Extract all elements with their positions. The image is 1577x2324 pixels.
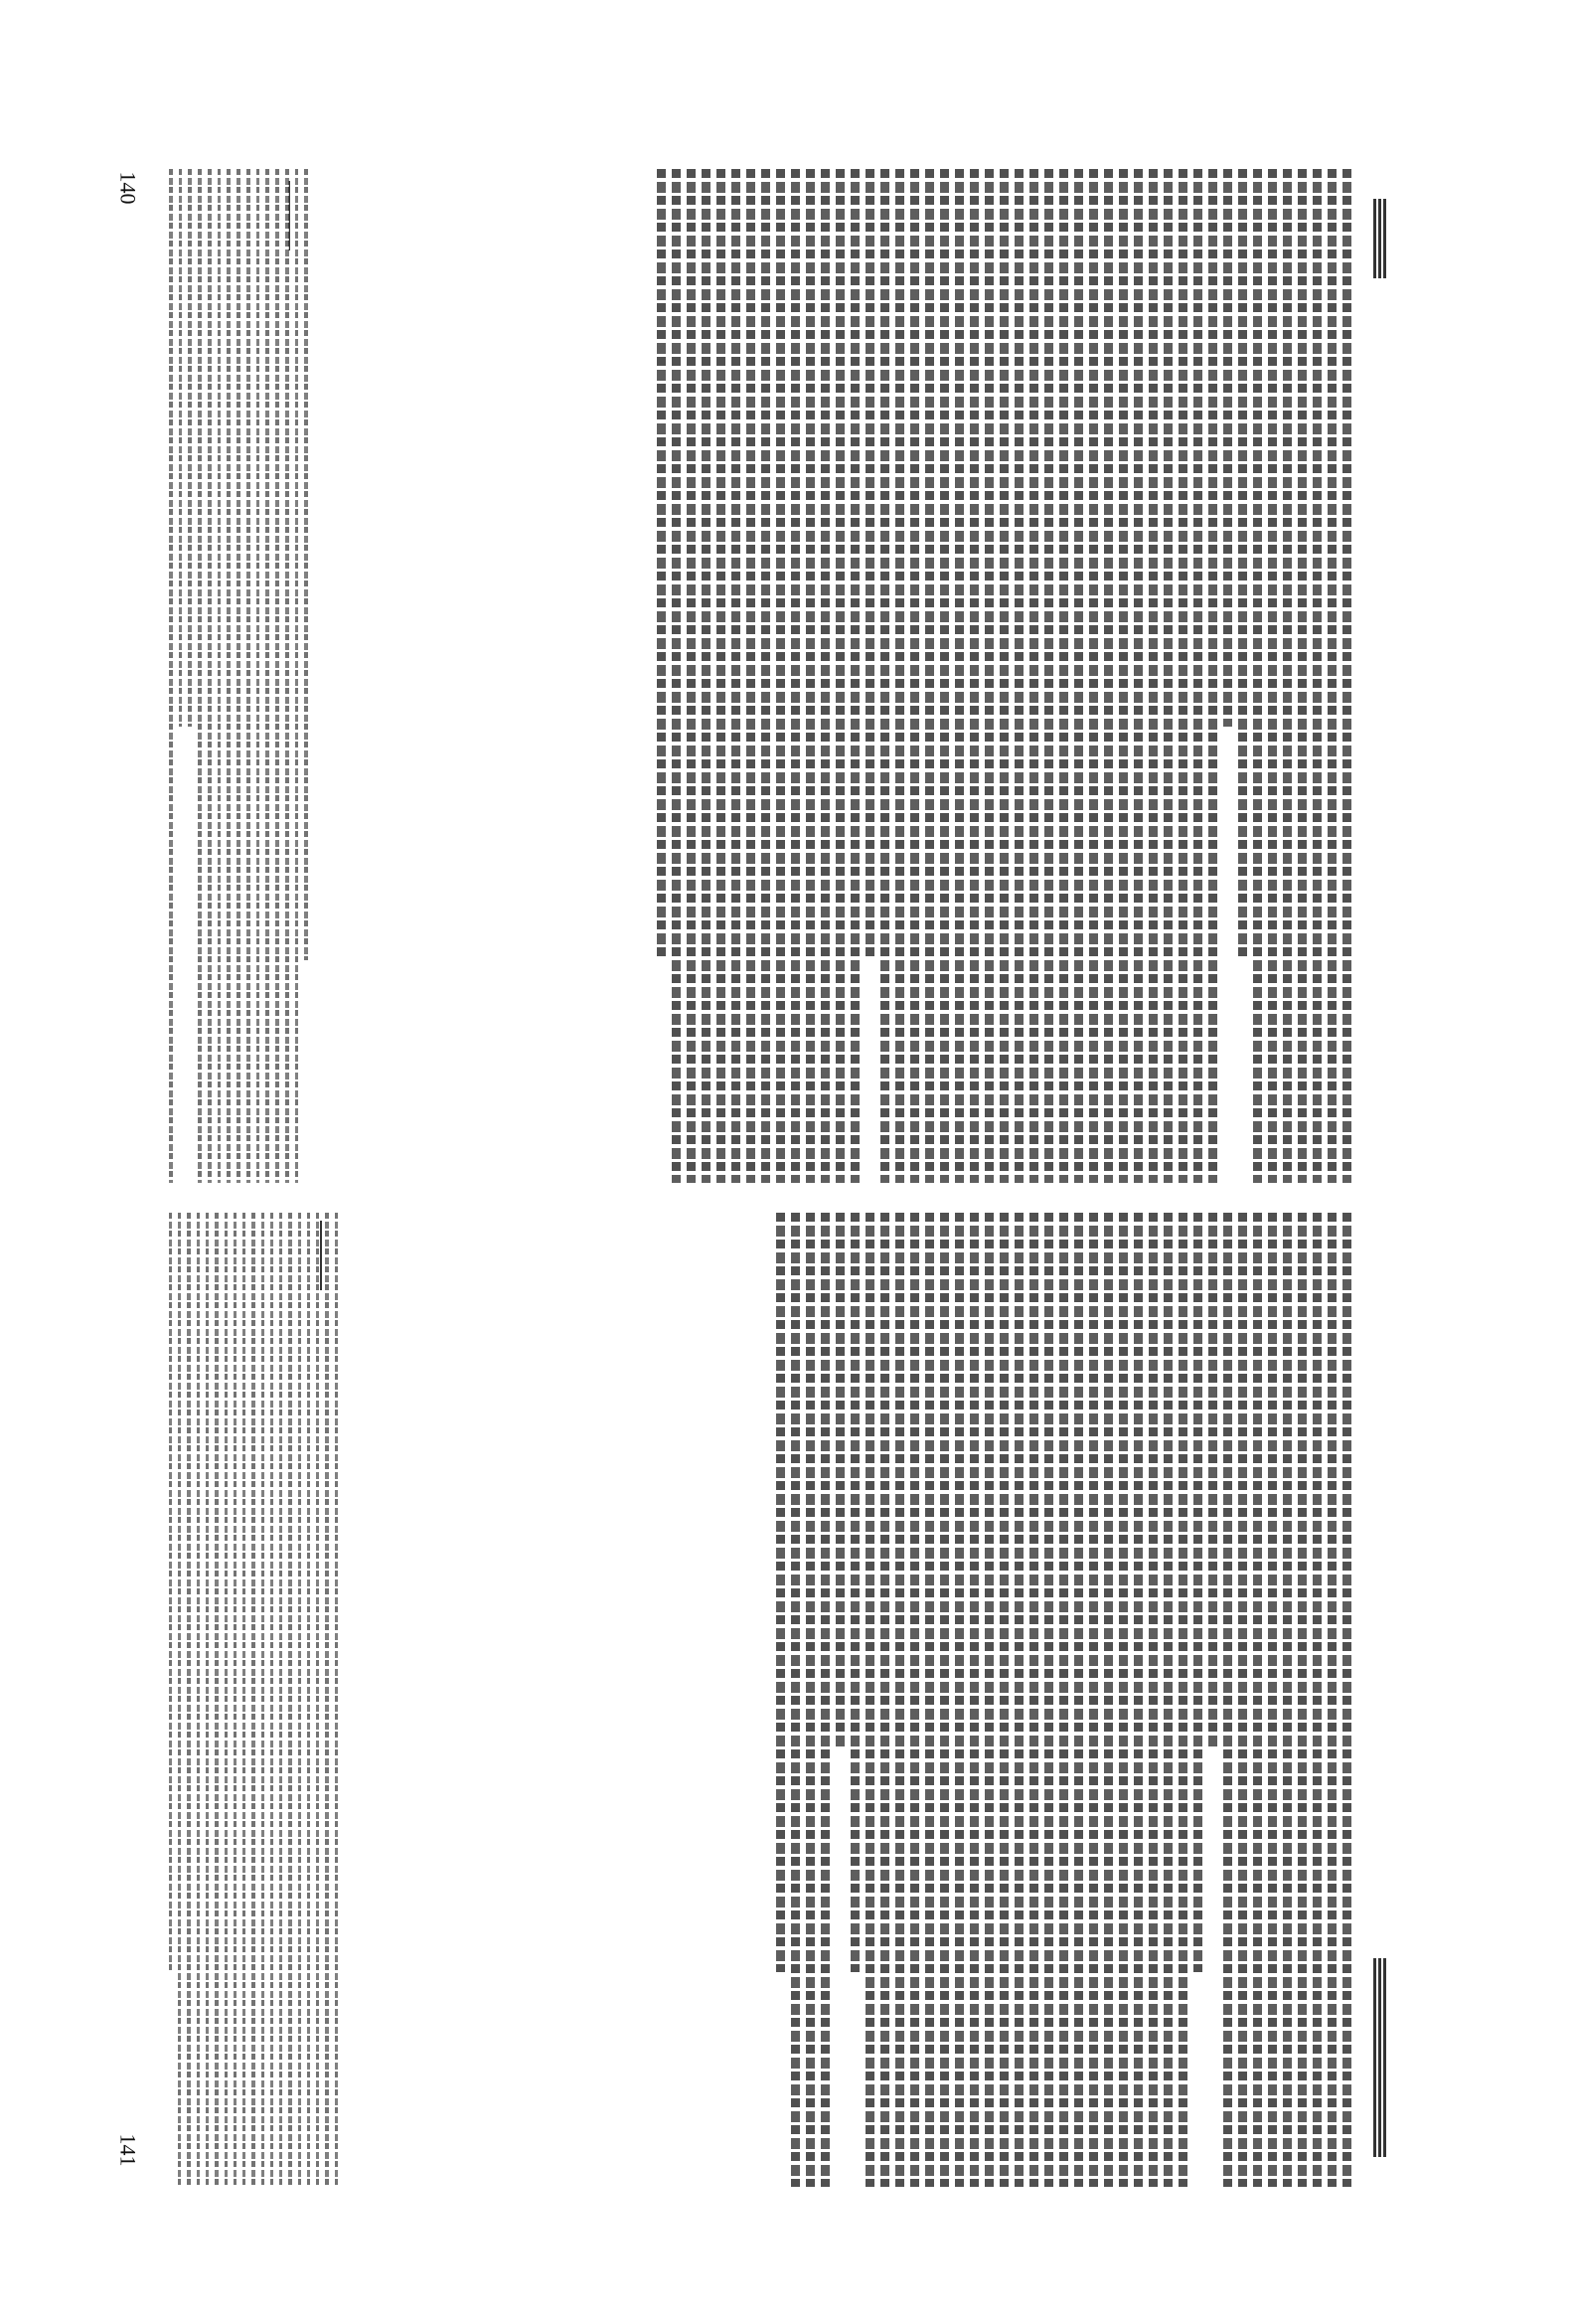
running-head-left: [1372, 199, 1386, 278]
page-number-left: 140: [115, 171, 141, 205]
footnotes-right: [169, 1213, 338, 2187]
body-text-left: [318, 169, 1351, 1183]
running-head-right: [1372, 1958, 1386, 2157]
footnotes-left: [169, 169, 308, 1183]
body-text-right: [348, 1213, 1351, 2187]
page-number-right: 141: [115, 2133, 141, 2167]
page-right: [169, 1213, 1341, 2187]
page-left: [169, 169, 1341, 1183]
